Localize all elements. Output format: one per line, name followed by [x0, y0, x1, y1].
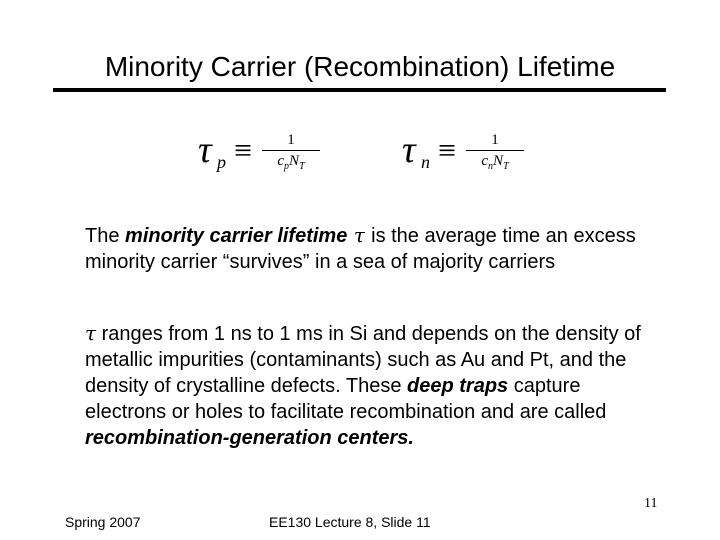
- tau-symbol: τ: [402, 129, 416, 171]
- footer-date: Spring 2007: [65, 514, 141, 530]
- tau-symbol: τ: [85, 321, 97, 345]
- numerator: 1: [287, 132, 295, 148]
- title-underline: [53, 88, 666, 92]
- fraction: [260, 130, 322, 177]
- subscript-p: p: [217, 152, 226, 172]
- equivalence-sign: ≡: [234, 132, 253, 168]
- denominator: $c_nN_T$: [481, 153, 509, 172]
- paragraph-lifetime-range: τ ranges from 1 ns to 1 ms in Si and depends on the density of metallic impurities (contaminants) such as Au and Pt, and the density of crystalline defects. These deep traps capture electrons or holes to facilitate recombination and are called recombination-generation centers.: [85, 321, 641, 449]
- paragraph-lifetime-definition: The minority carrier lifetime τ is the average time an excess minority carrier “survives” in a sea of majority carriers: [85, 223, 636, 273]
- slide-title: Minority Carrier (Recombination) Lifetime: [104, 51, 616, 82]
- tau-symbol: τ: [347, 223, 372, 247]
- equation-tau-n: [402, 130, 552, 180]
- numerator: 1: [491, 132, 499, 148]
- subscript-n: n: [421, 152, 430, 172]
- fraction: [464, 130, 526, 177]
- term-minority-carrier-lifetime: minority carrier lifetime: [125, 225, 348, 247]
- equation-tau-p: [198, 130, 348, 180]
- term-recombination-generation-centers: recombination-generation centers.: [85, 427, 414, 449]
- footer-slide-info: EE130 Lecture 8, Slide 11: [269, 514, 431, 530]
- denominator: $c_pN_T$: [277, 153, 305, 172]
- equivalence-sign: ≡: [438, 132, 457, 168]
- term-deep-traps: deep traps: [407, 375, 509, 397]
- page-number: 11: [644, 496, 658, 511]
- tau-symbol: τ: [198, 129, 212, 171]
